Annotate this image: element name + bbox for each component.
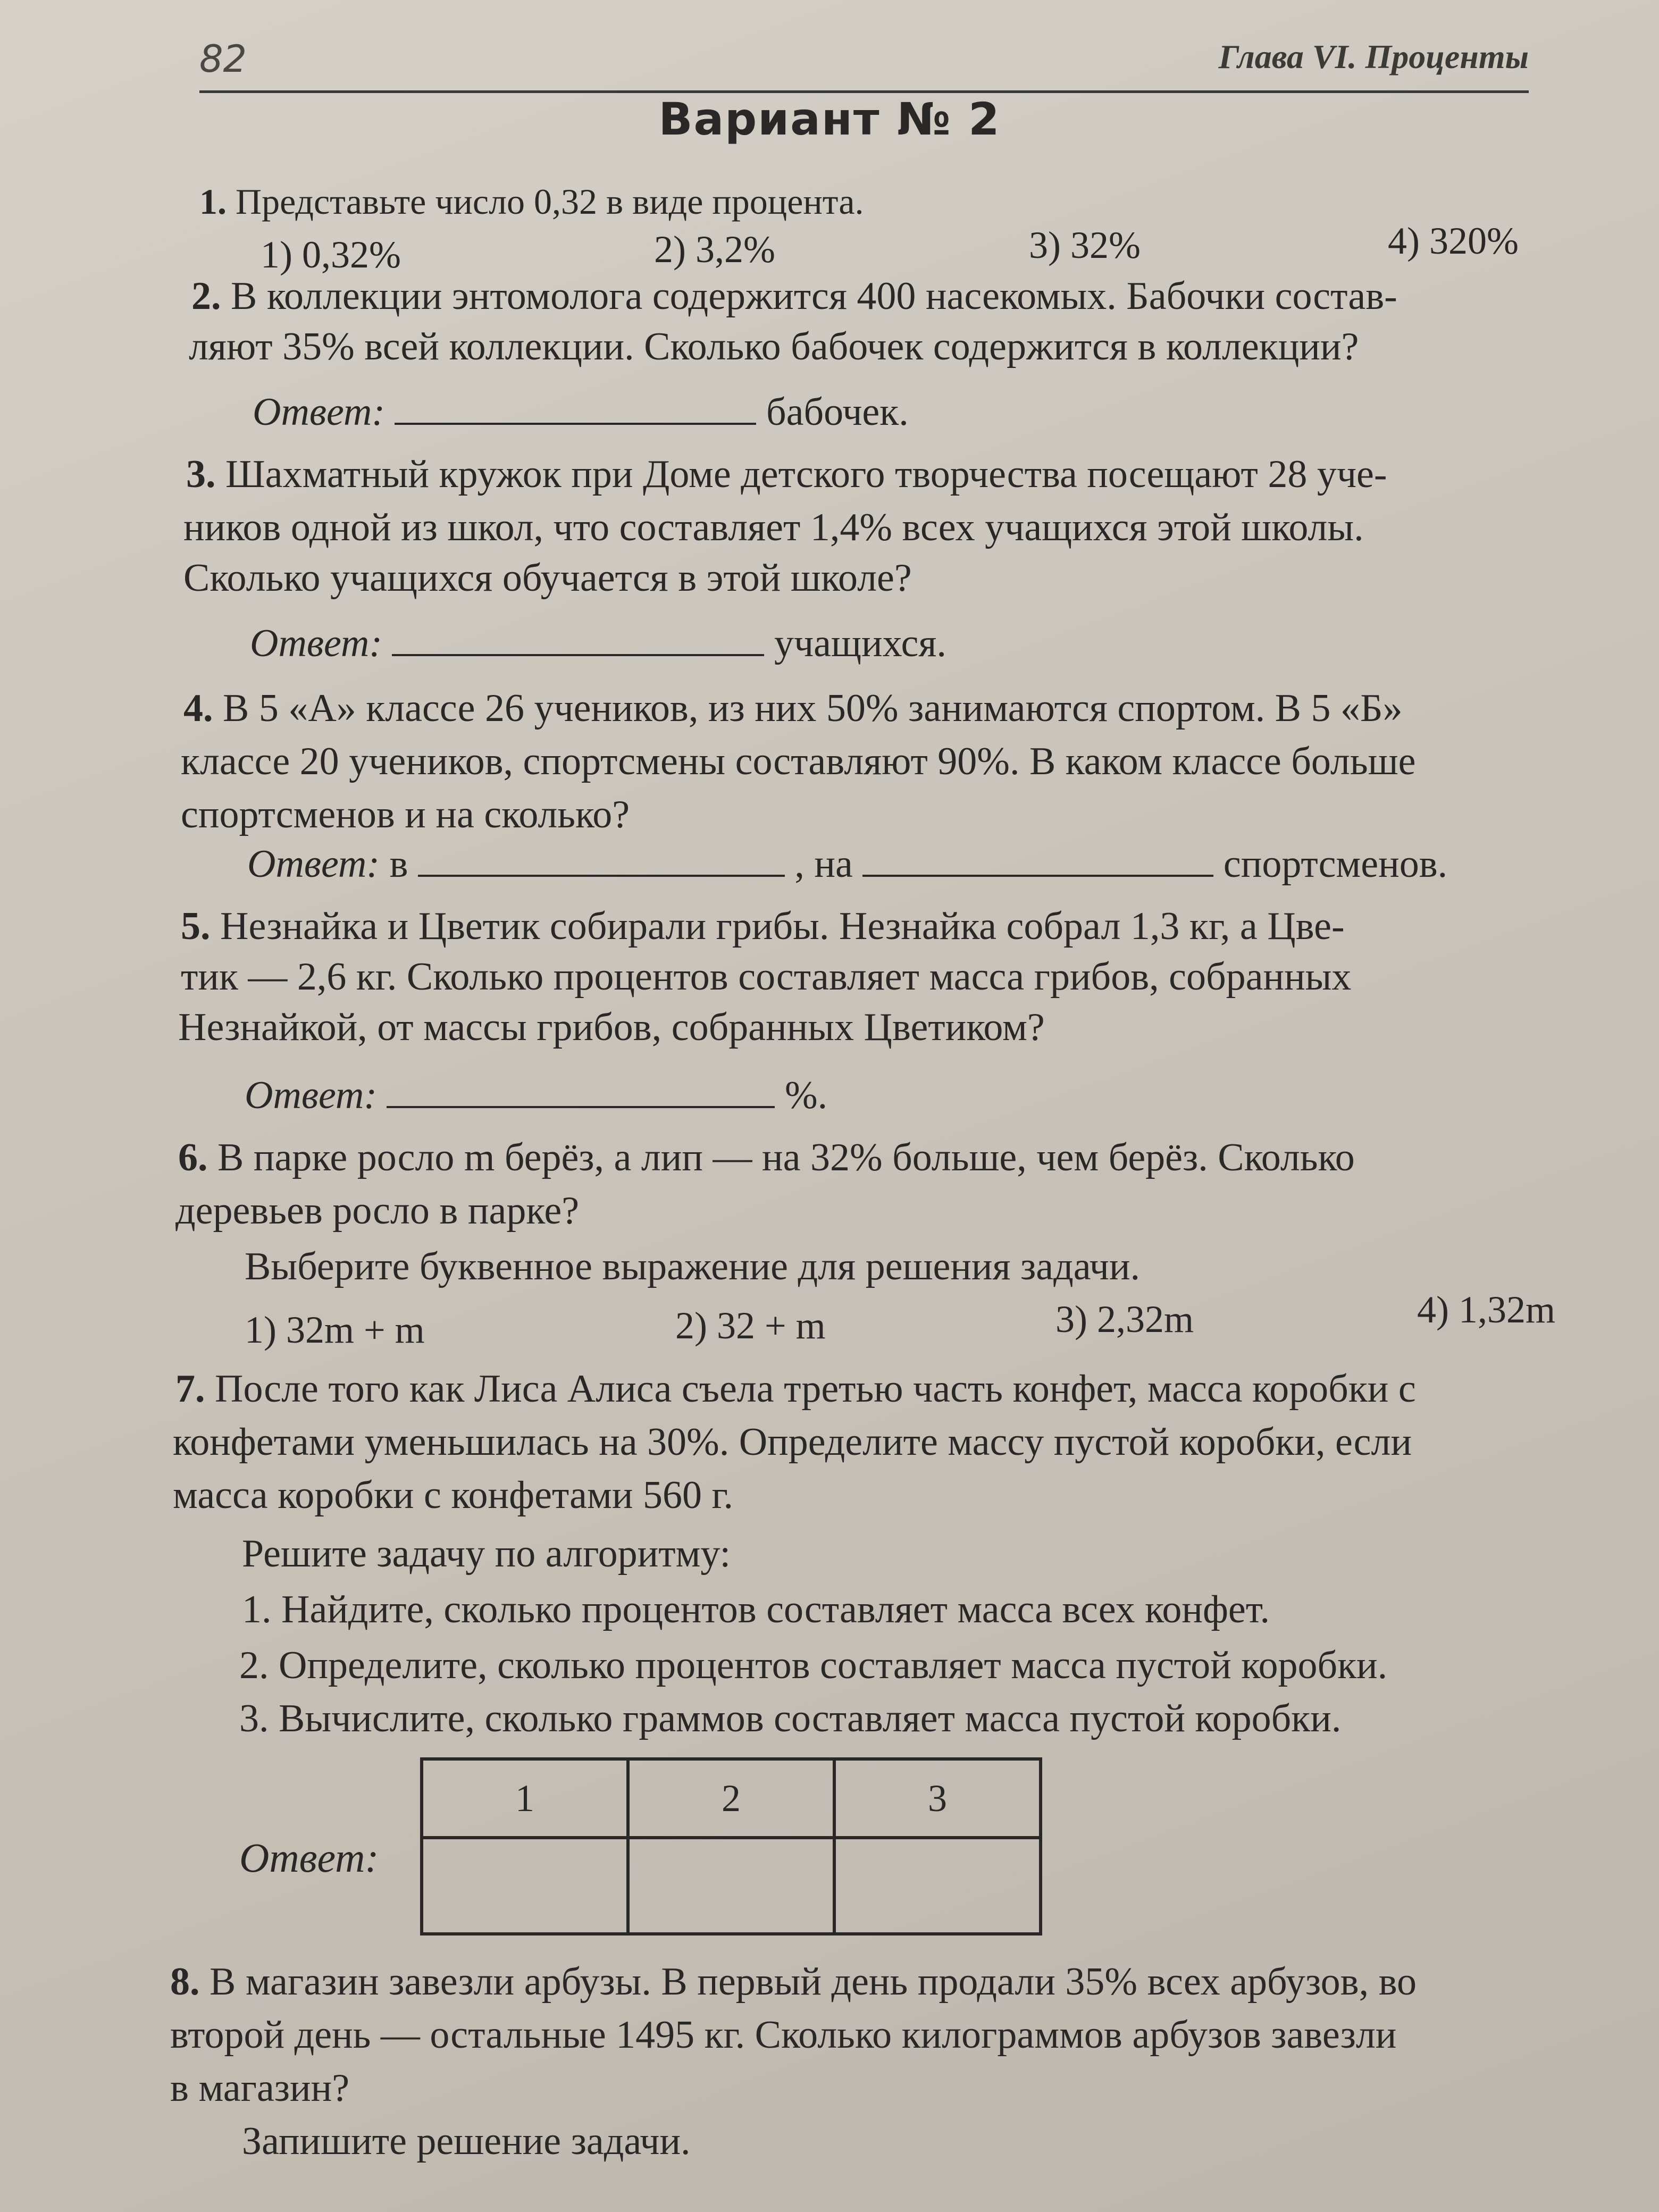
question-3-line-3: Сколько учащихся обучается в этой школе?: [183, 556, 912, 600]
question-6-line-1: [178, 1138, 1355, 1177]
q6-option-2: 2) 32 + m: [675, 1304, 826, 1347]
answer-unit: спортсменов.: [1223, 842, 1448, 886]
answer-table-header-3: 3: [834, 1759, 1041, 1838]
question-number: 2.: [191, 274, 221, 318]
q4-answer-row: [247, 843, 1447, 884]
answer-blank-class[interactable]: [418, 843, 785, 877]
q5-answer-row: [245, 1074, 827, 1115]
question-number: 5.: [181, 904, 211, 948]
question-text: Представьте число 0,32 в виде процента.: [236, 181, 864, 222]
chapter-title: Глава VI. Проценты: [1218, 38, 1529, 76]
answer-unit: бабочек.: [766, 390, 909, 434]
answer-blank-count[interactable]: [862, 843, 1213, 877]
q1-option-1: 1) 0,32%: [261, 233, 401, 276]
question-text: Незнайка и Цветик собирали грибы. Незнайка собрал 1,3 кг, а Цве-: [220, 904, 1345, 948]
answer-blank[interactable]: [392, 622, 764, 656]
q6-prompt: Выберите буквенное выражение для решения задачи.: [245, 1245, 1140, 1288]
question-5-line-3: Незнайкой, от массы грибов, собранных Цветиком?: [178, 1006, 1045, 1049]
question-text: В парке росло m берёз, а лип — на 32% больше, чем берёз. Сколько: [217, 1136, 1355, 1179]
answer-in: в: [389, 842, 408, 886]
q1-option-4: 4) 320%: [1388, 220, 1519, 262]
q6-option-3: 3) 2,32m: [1055, 1298, 1194, 1340]
answer-label: Ответ:: [245, 1074, 377, 1117]
answer-unit: %.: [784, 1074, 828, 1117]
question-8-line-1: [170, 1960, 1417, 2004]
q6-option-1: 1) 32m + m: [245, 1309, 425, 1351]
q7-answer-table: [420, 1757, 1042, 1936]
question-7-line-2: конфетами уменьшилась на 30%. Определите массу пустой коробки, если: [173, 1420, 1412, 1464]
question-text: В 5 «А» классе 26 учеников, из них 50% занимаются спортом. В 5 «Б»: [223, 686, 1403, 730]
question-text: После того как Лиса Алиса съела третью часть конфет, масса коробки с: [215, 1367, 1416, 1411]
answer-blank[interactable]: [387, 1074, 775, 1108]
answer-label: Ответ:: [247, 842, 380, 886]
question-4-line-3: спортсменов и на сколько?: [181, 793, 630, 836]
question-6-line-2: деревьев росло в парке?: [175, 1189, 580, 1233]
q7-prompt: Решите задачу по алгоритму:: [242, 1532, 731, 1576]
question-2-line-1: [191, 276, 1397, 316]
question-number: 1.: [199, 181, 227, 222]
q7-step-3: 3. Вычислите, сколько граммов составляет масса пустой коробки.: [239, 1697, 1342, 1740]
q3-answer-row: [250, 622, 946, 663]
question-number: 6.: [178, 1136, 208, 1179]
variant-title: Вариант № 2: [658, 93, 1001, 145]
question-7-line-3: масса коробки с конфетами 560 г.: [173, 1473, 733, 1517]
q7-step-2: 2. Определите, сколько процентов составляет масса пустой коробки.: [239, 1644, 1388, 1687]
question-text: В коллекции энтомолога содержится 400 насекомых. Бабочки состав-: [231, 274, 1397, 318]
answer-by: , на: [794, 842, 853, 886]
answer-table-cell-2[interactable]: [628, 1838, 834, 1934]
page-header: [199, 32, 1529, 93]
question-text: В магазин завезли арбузы. В первый день продали 35% всех арбузов, во: [210, 1960, 1417, 2004]
question-3-line-2: ников одной из школ, что составляет 1,4% всех учащихся этой школы.: [183, 506, 1364, 549]
answer-table-header-2: 2: [628, 1759, 834, 1838]
q2-answer-row: [253, 391, 909, 432]
q7-step-1: 1. Найдите, сколько процентов составляет масса всех конфет.: [242, 1588, 1270, 1631]
answer-blank[interactable]: [395, 391, 756, 425]
question-number: 7.: [175, 1367, 205, 1411]
q1-option-3: 3) 32%: [1029, 224, 1141, 266]
question-7-line-1: [175, 1369, 1416, 1409]
question-1: [199, 183, 864, 220]
question-8-line-3: в магазин?: [170, 2066, 350, 2110]
question-8-line-2: второй день — остальные 1495 кг. Сколько килограммов арбузов завезли: [170, 2013, 1397, 2057]
answer-table-header-1: 1: [422, 1759, 628, 1838]
question-number: 8.: [170, 1960, 200, 2004]
question-4-line-1: [183, 686, 1403, 730]
question-3-line-1: [186, 455, 1387, 494]
q1-option-2: 2) 3,2%: [654, 228, 775, 271]
question-5-line-2: тик — 2,6 кг. Сколько процентов составляет масса грибов, собранных: [181, 955, 1352, 999]
question-number: 3.: [186, 453, 216, 496]
question-4-line-2: классе 20 учеников, спортсмены составляют 90%. В каком классе больше: [181, 740, 1416, 783]
question-5-line-1: [181, 904, 1345, 948]
answer-label: Ответ:: [250, 622, 382, 665]
q8-prompt: Запишите решение задачи.: [242, 2119, 691, 2163]
question-2-line-2: ляют 35% всей коллекции. Сколько бабочек содержится в коллекции?: [189, 325, 1359, 368]
answer-label: Ответ:: [253, 390, 385, 434]
question-text: Шахматный кружок при Доме детского творчества посещают 28 уче-: [225, 453, 1387, 496]
answer-unit: учащихся.: [774, 622, 946, 665]
answer-table-cell-3[interactable]: [834, 1838, 1041, 1934]
answer-table-cell-1[interactable]: [422, 1838, 628, 1934]
q7-answer-label: Ответ:: [239, 1834, 379, 1881]
q6-option-4: 4) 1,32m: [1417, 1288, 1555, 1331]
question-number: 4.: [183, 686, 213, 730]
page-number: 82: [199, 37, 247, 81]
